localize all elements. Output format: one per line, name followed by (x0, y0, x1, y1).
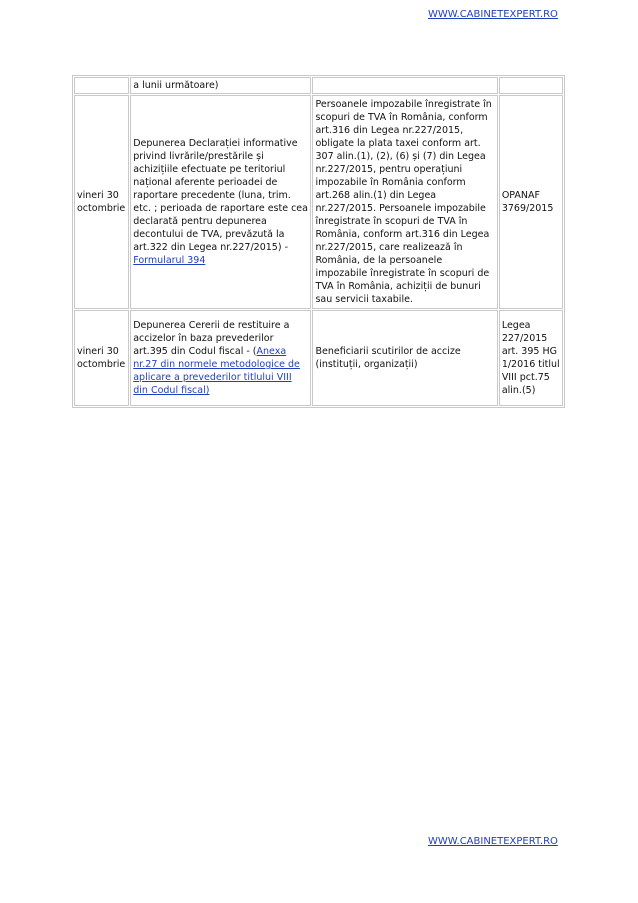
legal-basis-cell: OPANAF 3769/2015 (499, 95, 563, 309)
obligation-cell (130, 310, 311, 406)
table-row (74, 310, 563, 406)
annex-link[interactable]: Anexa nr.27 din normele metodologice de aplicare a prevederilor titlului VIII din Codul fiscal) (133, 346, 300, 396)
deadlines-table (72, 75, 565, 408)
date-cell: vineri 30 octombrie (74, 310, 129, 406)
taxpayers-cell (312, 77, 497, 94)
obligation-text: Depunerea Declarației informative privind livrările/prestările și achizițiile efectuate pe teritoriul național aferente perioadei de raportare precedente (luna, trim. etc. ; perioada de raportare este cea declarată pentru depunerea decontului de TVA, prevăzută la art.322 din Legea nr.227/2015) - (133, 138, 308, 253)
legal-basis-cell: Legea 227/2015 art. 395 HG 1/2016 titlul VIII pct.75 alin.(5) (499, 310, 563, 406)
legal-basis-cell (499, 77, 563, 94)
table-row (74, 77, 563, 94)
date-cell: vineri 30 octombrie (74, 95, 129, 309)
form-link[interactable]: Formularul 394 (133, 255, 206, 266)
taxpayers-cell: Persoanele impozabile înregistrate în scopuri de TVA în România, conform art.316 din Legea nr.227/2015, obligate la plata taxei conform art. 307 alin.(1), (2), (6) și (7) din Legea nr.227/2015, pentru operațiuni impozabile în România conform art.268 alin.(1) din Legea nr.227/2015. Persoanele impozabile înregistrate în scopuri de TVA în România, conform art.316 din Legea nr.227/2015, care realizează în România, de la persoanele impozabile înregistrate în scopuri de TVA în România, achiziții de bunuri sau servicii taxabile. (312, 95, 497, 309)
obligation-text: Depunerea Cererii de restituire a accizelor în baza prevederilor art.395 din Codul fiscal - ( (133, 320, 290, 357)
table-row (74, 95, 563, 309)
date-cell (74, 77, 129, 94)
header-url[interactable]: WWW.CABINETEXPERT.RO (428, 9, 558, 20)
taxpayers-cell: Beneficiarii scutirilor de accize (instituții, organizații) (312, 310, 497, 406)
obligation-cell: a lunii următoare) (130, 77, 311, 94)
footer-url[interactable]: WWW.CABINETEXPERT.RO (428, 836, 558, 847)
obligation-cell (130, 95, 311, 309)
